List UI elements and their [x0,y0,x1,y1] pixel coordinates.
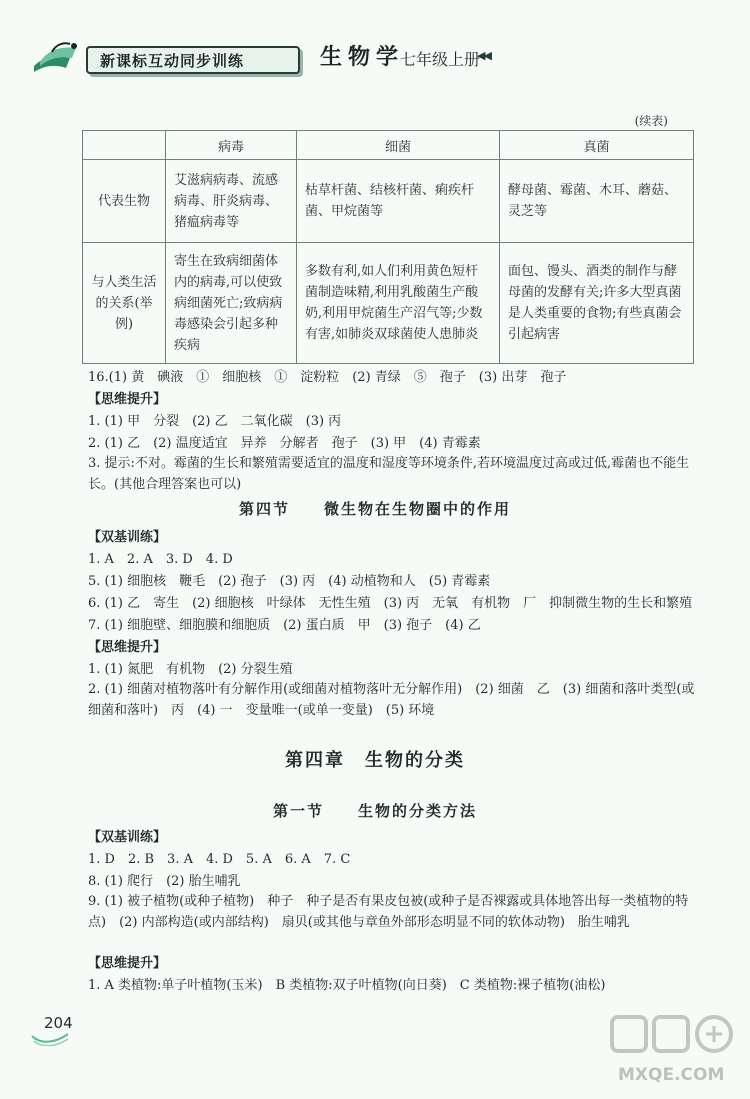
table-cell: 多数有利,如人们利用黄色短杆菌制造味精,利用乳酸菌生产酸奶,利用甲烷菌生产沼气等;少数有害,如肺炎双球菌使人患肺炎 [297,243,500,364]
answer-line: 1. (1) 甲 分裂 (2) 乙 二氧化碳 (3) 丙 [88,414,342,429]
section-label: 【思维提升】 [88,392,167,407]
continued-note: (续表) [634,114,668,128]
wave-ornament-icon [30,1030,70,1046]
answer-line: 6. (1) 乙 寄生 (2) 细胞核 叶绿体 无性生殖 (3) 丙 无氧 有机物 厂 抑制微生物的生长和繁殖 [88,596,693,611]
table-cell: 艾滋病病毒、流感病毒、肝炎病毒、猪瘟病毒等 [166,160,297,243]
table-header-row [83,131,694,160]
table-header-cell: 真菌 [500,131,694,160]
table-cell: 酵母菌、霉菌、木耳、蘑菇、灵芝等 [500,160,694,243]
comparison-table [82,130,694,364]
section-heading: 第四节 微生物在生物圈中的作用 [238,500,511,518]
page-number: 204 [44,1014,73,1032]
section-label: 【双基训练】 [88,530,167,545]
section-label: 【思维提升】 [88,956,167,971]
page-header [30,38,530,74]
series-title-box [86,46,300,74]
watermark-logo-icon [608,1011,736,1067]
table-header-cell [83,131,166,160]
answer-line: 2. (1) 细菌对植物落叶有分解作用(或细菌对植物落叶无分解作用) (2) 细菌 乙 (3) 细菌和落叶类型(或细菌和落叶) 丙 (4) 一 变量唯一(或单一变量) (5) 环境 [88,682,695,718]
answer-line: 7. (1) 细胞壁、细胞膜和细胞质 (2) 蛋白质 甲 (3) 孢子 (4) 乙 [88,618,481,633]
subject-title: 生物学 [320,45,405,70]
watermark [608,1011,736,1089]
row-head: 与人类生活的关系(举例) [83,243,166,364]
table-cell: 寄生在致病细菌体内的病毒,可以使致病细菌死亡;致病病毒感染会引起多种疾病 [166,243,297,364]
answer-line: 8. (1) 爬行 (2) 胎生哺乳 [88,874,241,889]
table-cell: 面包、馒头、酒类的制作与酵母菌的发酵有关;许多大型真菌是人类重要的食物;有些真菌会引起病害 [500,243,694,364]
section-heading: 第一节 生物的分类方法 [272,802,477,820]
answer-line: 3. 提示:不对。霉菌的生长和繁殖需要适宜的温度和湿度等环境条件,若环境温度过高或过低,霉菌也不能生长。(其他合理答案也可以) [88,456,690,492]
answer-line: 5. (1) 细胞核 鞭毛 (2) 孢子 (3) 丙 (4) 动植物和人 (5) 青霉素 [88,574,491,589]
answer-line: 1. A 类植物:单子叶植物(玉米) B 类植物:双子叶植物(向日葵) C 类植物:裸子植物(油松) [88,978,606,993]
series-title: 新课标互动同步训练 [100,52,245,70]
book-logo-icon [30,38,88,74]
chapter-heading: 第四章 生物的分类 [285,750,465,771]
table-header-cell: 细菌 [297,131,500,160]
section-label: 【双基训练】 [88,830,167,845]
answer-line: 1. A 2. A 3. D 4. D [88,552,233,567]
answer-line: 1. D 2. B 3. A 4. D 5. A 6. A 7. C [88,852,351,867]
grade-label: 七年级上册 [400,50,481,69]
row-head: 代表生物 [83,160,166,243]
answer-line: 9. (1) 被子植物(或种子植物) 种子 种子是否有果皮包被(或种子是否裸露或具体地答出每一类植物的特点) (2) 内部构造(或内部结构) 扇贝(或其他与章鱼外部形态明显不同的软体动物) 胎生哺乳 [88,894,689,930]
table-row [83,160,694,243]
section-label: 【思维提升】 [88,640,167,655]
answer-line: 2. (1) 乙 (2) 温度适宜 异养 分解者 孢子 (3) 甲 (4) 青霉素 [88,436,481,451]
watermark-site: MXQE.COM [618,1065,725,1085]
table-row [83,243,694,364]
table-header-cell: 病毒 [166,131,297,160]
arrow-icon: ◀◀ [477,49,490,62]
table-cell: 枯草杆菌、结核杆菌、痢疾杆菌、甲烷菌等 [297,160,500,243]
answer-line: 16.(1) 黄 碘液 ① 细胞核 ① 淀粉粒 (2) 青绿 ⑤ 孢子 (3) 出芽 孢子 [88,370,567,385]
answer-line: 1. (1) 氮肥 有机物 (2) 分裂生殖 [88,662,293,677]
